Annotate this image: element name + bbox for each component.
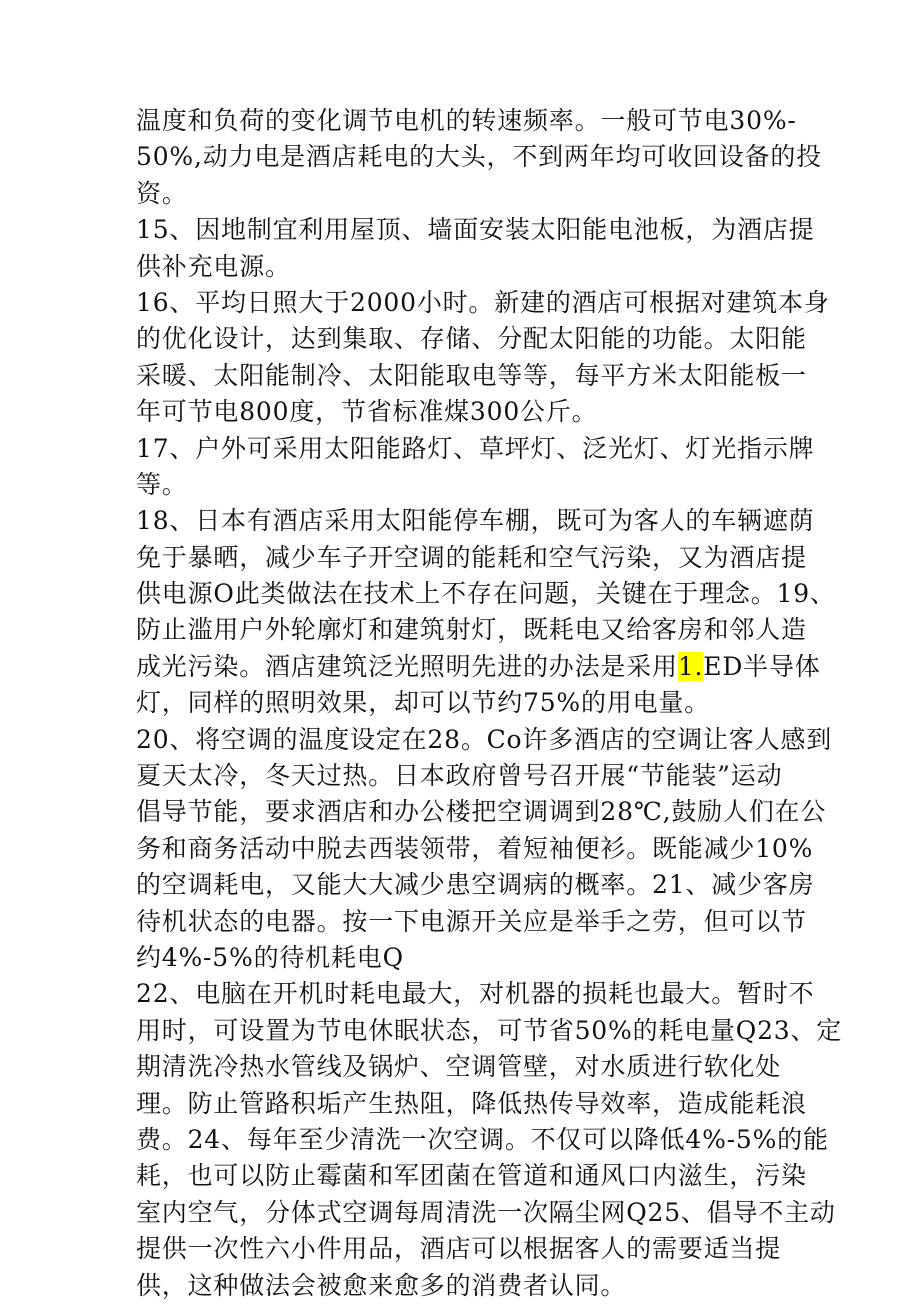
text-line: 待机状态的电器。按一下电源开关应是举手之劳，但可以节 xyxy=(136,906,807,936)
text-line: 等。 xyxy=(136,469,188,499)
text-line xyxy=(136,649,821,685)
text-line: 费。24、每年至少清洗一次空调。不仅可以降低4%-5%的能 xyxy=(136,1124,829,1154)
text-line: 免于暴晒，减少车子开空调的能耗和空气污染，又为酒店提 xyxy=(136,542,807,572)
text-line: 20、将空调的温度设定在28。Co许多酒店的空调让客人感到 xyxy=(136,724,833,754)
text-line: 供电源O此类做法在技术上不存在问题，关键在于理念。19、 xyxy=(136,579,836,609)
text-line: 年可节电800度，节省标准煤300公斤。 xyxy=(136,397,598,427)
text-line: 18、日本有酒店采用太阳能停车棚，既可为客人的车辆遮荫 xyxy=(136,506,815,536)
text-line: 15、因地制宜利用屋顶、墙面安装太阳能电池板，为酒店提 xyxy=(136,215,815,245)
text-line: 资。 xyxy=(136,178,188,208)
text-line: 理。防止管路积垢产生热阻，降低热传导效率，造成能耗浪 xyxy=(136,1088,807,1118)
text-segment: 成光污染。酒店建筑泛光照明先进的办法是采用 xyxy=(136,651,678,681)
text-line: 的优化设计，达到集取、存储、分配太阳能的功能。太阳能 xyxy=(136,324,807,354)
text-line: 17、户外可采用太阳能路灯、草坪灯、泛光灯、灯光指示牌 xyxy=(136,433,815,463)
document-page xyxy=(136,103,843,1304)
text-line: 供，这种做法会被愈来愈多的消费者认同。 xyxy=(136,1270,627,1300)
text-line: 采暖、太阳能制冷、太阳能取电等等，每平方米太阳能板一 xyxy=(136,360,807,390)
text-line: 50%,动力电是酒店耗电的大头，不到两年均可收回设备的投 xyxy=(136,142,822,172)
text-line: 供补充电源。 xyxy=(136,251,291,281)
highlighted-text: 1. xyxy=(677,651,704,681)
text-line: 的空调耗电，又能大大减少患空调病的概率。21、减少客房 xyxy=(136,870,815,900)
text-line: 用时，可设置为节电休眠状态，可节省50%的耗电量Q23、定 xyxy=(136,1015,843,1045)
text-line: 耗，也可以防止霉菌和军团菌在管道和通风口内滋生，污染 xyxy=(136,1161,807,1191)
text-line: 夏天太冷，冬天过热。日本政府曾号召开展“节能装”运动 xyxy=(136,761,783,791)
text-line: 温度和负荷的变化调节电机的转速频率。一般可节电30%- xyxy=(136,106,797,135)
text-line: 务和商务活动中脱去西装领带，着短袖便衫。既能减少10% xyxy=(136,833,814,863)
text-line: 期清洗冷热水管线及锅炉、空调管壁，对水质进行软化处 xyxy=(136,1052,782,1082)
text-line: 22、电脑在开机时耗电最大，对机器的损耗也最大。暂时不 xyxy=(136,979,815,1009)
text-line: 约4%-5%的待机耗电Q xyxy=(136,942,404,972)
text-line: 16、平均日照大于2000小时。新建的酒店可根据对建筑本身 xyxy=(136,287,830,317)
text-line: 倡导节能，要求酒店和办公楼把空调调到28℃,鼓励人们在公 xyxy=(136,797,827,827)
text-segment: ED半导体 xyxy=(703,651,821,681)
text-line: 灯，同样的照明效果，却可以节约75%的用电量。 xyxy=(136,688,710,718)
text-line: 防止滥用户外轮廓灯和建筑射灯，既耗电又给客房和邻人造 xyxy=(136,615,807,645)
text-line: 提供一次性六小件用品，酒店可以根据客人的需要适当提 xyxy=(136,1234,782,1264)
text-line: 室内空气，分体式空调每周清洗一次隔尘网Q25、倡导不主动 xyxy=(136,1197,836,1227)
